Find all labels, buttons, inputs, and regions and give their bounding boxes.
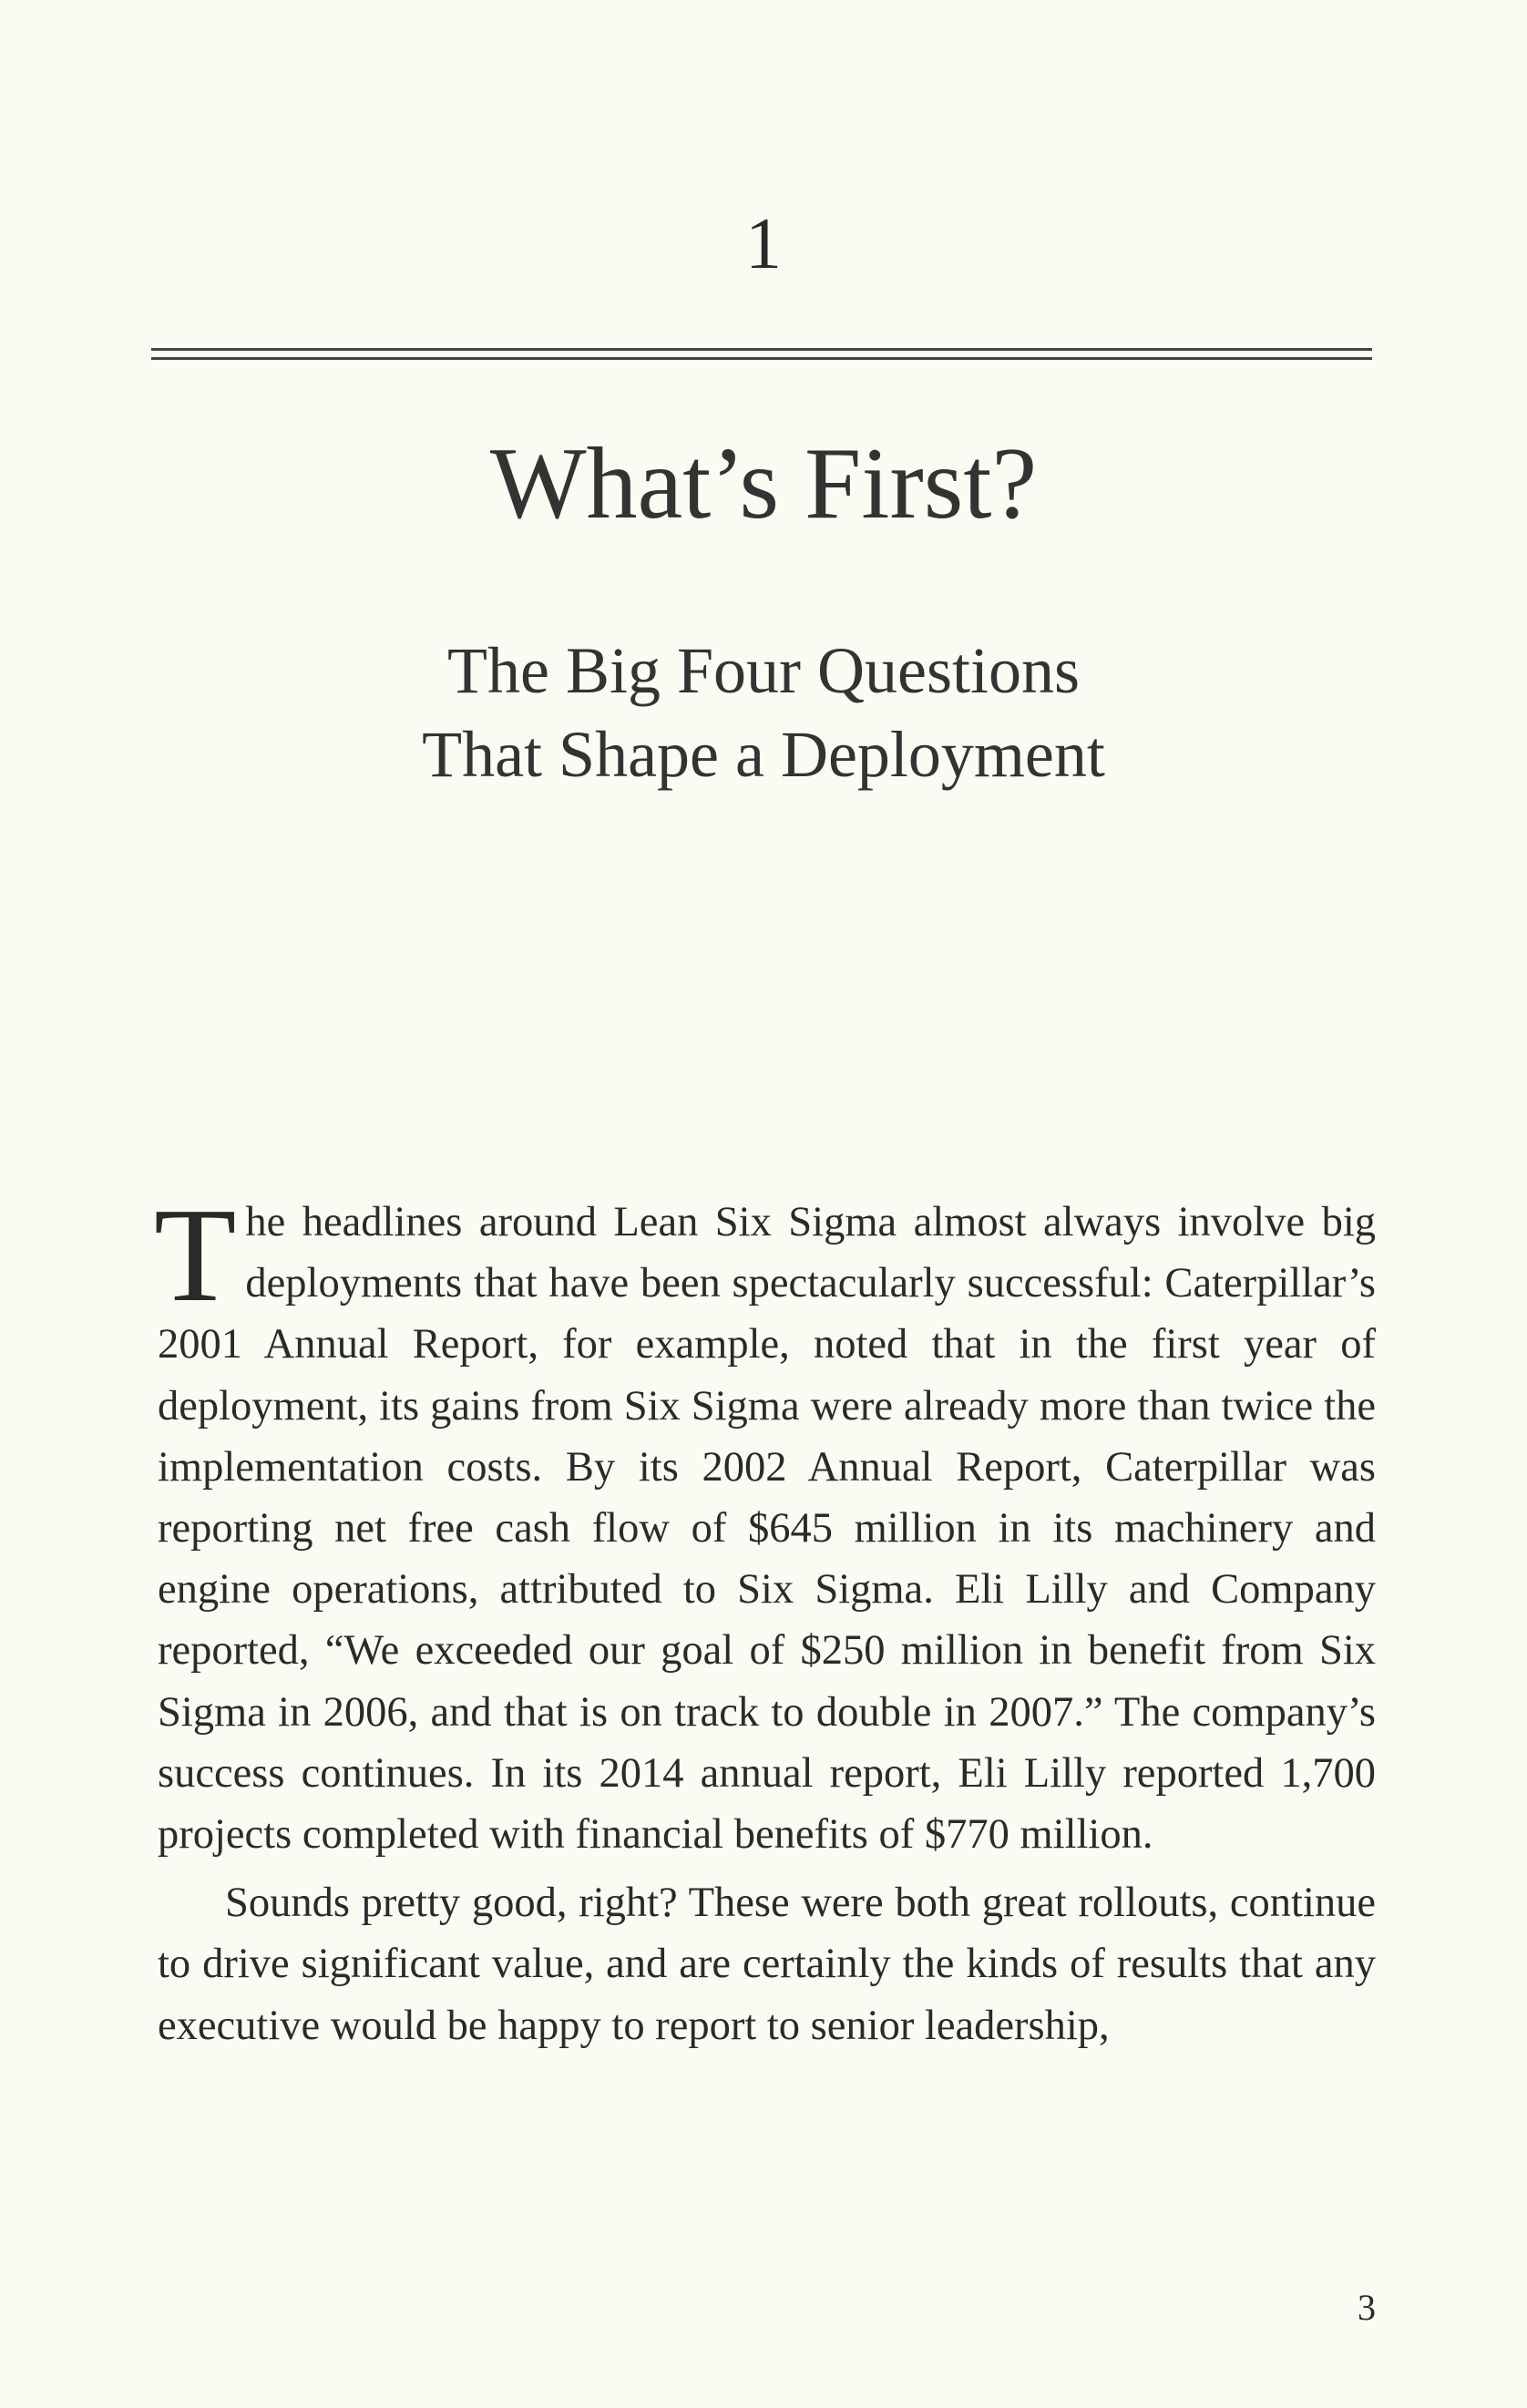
paragraph-2: Sounds pretty good, right? These were both great rollouts, continue to drive significant value, and are certainly the kinds of results that any executive would be happy to report to senior leadership,	[158, 1880, 1376, 2049]
paragraph-1	[154, 1181, 1376, 1865]
drop-cap: T	[154, 1181, 237, 1330]
body-text	[154, 1181, 1376, 2056]
page-number: 3	[1358, 2287, 1376, 2328]
chapter-divider-rule	[151, 348, 1372, 360]
paragraph-1-text: he headlines around Lean Six Sigma almost always involve big deployments that have been spectacularly successful: Caterpillar’s 2001 Annual Report, for example, noted that in the first year of deployment, its gains from Six Sigma were already more than twice the implementation costs. By its 2002 Annual Report, Caterpillar was reporting net free cash flow of $645 million in its machinery and engine operations, attributed to Six Sigma. Eli Lilly and Company reported, “We exceeded our goal of $250 million in benefit from Six Sigma in 2006, and that is on track to double in 2007.” The company’s success continues. In its 2014 annual report, Eli Lilly reported 1,700 projects completed with financial benefits of $770 million.	[158, 1199, 1376, 1859]
chapter-number: 1	[745, 204, 782, 284]
subtitle-line-2: That Shape a Deployment	[422, 718, 1105, 791]
subtitle-line-1: The Big Four Questions	[447, 634, 1080, 707]
chapter-subtitle	[0, 629, 1527, 796]
chapter-title: What’s First?	[489, 427, 1038, 540]
